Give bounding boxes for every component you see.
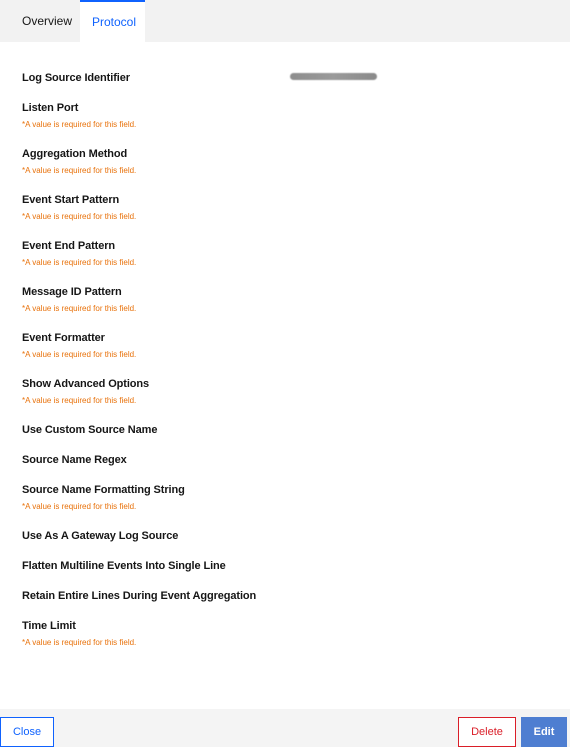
field-show-advanced-options <box>22 378 562 405</box>
field-source-name-regex <box>22 454 562 466</box>
field-label: Use Custom Source Name <box>22 424 158 436</box>
redacted-value <box>290 73 377 80</box>
field-label: Retain Entire Lines During Event Aggregation <box>22 590 257 602</box>
required-message: *A value is required for this field. <box>22 304 137 313</box>
field-label: Event Start Pattern <box>22 194 120 206</box>
required-message: *A value is required for this field. <box>22 120 137 129</box>
field-aggregation-method <box>22 148 562 175</box>
field-label: Source Name Regex <box>22 454 127 466</box>
field-source-name-formatting-string <box>22 484 562 511</box>
field-event-formatter <box>22 332 562 359</box>
field-event-end-pattern <box>22 240 562 267</box>
field-label: Event Formatter <box>22 332 105 344</box>
delete-button[interactable]: Delete <box>458 717 516 747</box>
required-message: *A value is required for this field. <box>22 212 137 221</box>
field-label: Message ID Pattern <box>22 286 122 298</box>
field-label: Use As A Gateway Log Source <box>22 530 179 542</box>
field-log-source-identifier <box>22 72 562 84</box>
field-flatten-multiline <box>22 560 562 572</box>
field-label: Source Name Formatting String <box>22 484 185 496</box>
field-label: Aggregation Method <box>22 148 128 160</box>
required-message: *A value is required for this field. <box>22 350 137 359</box>
field-use-as-gateway <box>22 530 562 542</box>
tab-protocol[interactable]: Protocol <box>80 0 145 42</box>
required-message: *A value is required for this field. <box>22 258 137 267</box>
field-label: Listen Port <box>22 102 79 114</box>
close-button[interactable]: Close <box>0 717 54 747</box>
field-label: Time Limit <box>22 620 76 632</box>
field-label: Event End Pattern <box>22 240 116 252</box>
field-retain-entire-lines <box>22 590 562 602</box>
required-message: *A value is required for this field. <box>22 638 137 647</box>
field-listen-port <box>22 102 562 129</box>
field-label: Log Source Identifier <box>22 72 130 84</box>
field-use-custom-source-name <box>22 424 562 436</box>
required-message: *A value is required for this field. <box>22 396 137 405</box>
action-bar <box>0 709 570 747</box>
tab-overview[interactable]: Overview <box>22 14 73 28</box>
field-message-id-pattern <box>22 286 562 313</box>
edit-button[interactable]: Edit <box>521 717 567 747</box>
tab-bar <box>0 0 570 42</box>
field-time-limit <box>22 620 562 647</box>
field-label: Show Advanced Options <box>22 378 150 390</box>
field-value <box>290 70 368 80</box>
required-message: *A value is required for this field. <box>22 502 137 511</box>
required-message: *A value is required for this field. <box>22 166 137 175</box>
field-label: Flatten Multiline Events Into Single Line <box>22 560 226 572</box>
field-event-start-pattern <box>22 194 562 221</box>
